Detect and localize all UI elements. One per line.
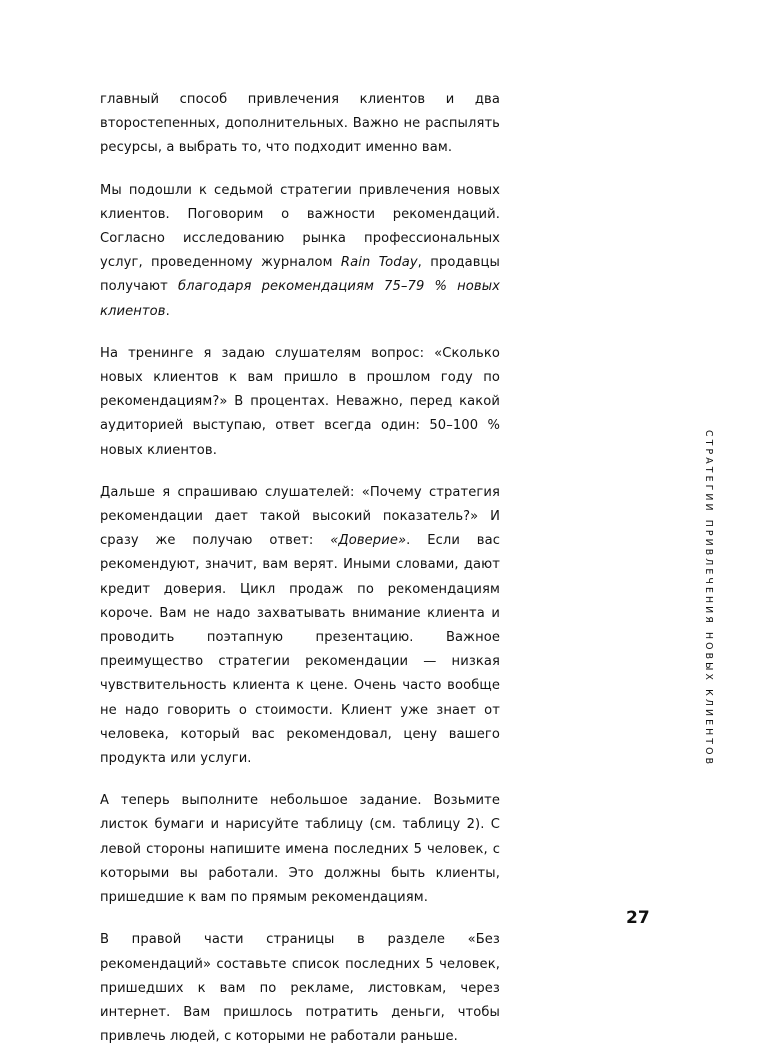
running-head-label: СТРАТЕГИИ ПРИВЛЕЧЕНИЯ НОВЫХ КЛИЕНТОВ — [703, 430, 714, 768]
paragraph-4: Дальше я спрашиваю слушателей: «Почему стратегия рекомендации дает такой высокий показатель?» И сразу же получаю ответ: «Доверие». Если вас рекомендуют, значит, вам верят. Иными словами, дают кредит доверия. Цикл продаж по рекомендациям короче. Вам не надо захватывать внимание клиента и проводить поэтапную презентацию. Важное преимущество стратегии рекомендации — низкая чувствительность клиента к цене. Очень часто вообще не надо говорить о стоимости. Клиент уже знает от человека, который вас рекомендовал, цену вашего продукта или услуги. — [100, 484, 500, 767]
paragraph-3: На тренинге я задаю слушателям вопрос: «Сколько новых клиентов к вам пришло в прошлом году по рекомендациям?» В процентах. Неважно, перед какой аудиторией выступаю, ответ всегда один: 50–100 % новых клиентов. — [100, 345, 500, 458]
paragraph-5: А теперь выполните небольшое задание. Возьмите листок бумаги и нарисуйте таблицу (см. таблицу 2). С левой стороны напишите имена последних 5 человек, с которыми вы работали. Это должны быть клиенты, пришедшие к вам по прямым рекомендациям. — [100, 793, 500, 906]
paragraph-1: главный способ привлечения клиентов и два второстепенных, дополнительных. Важно не распылять ресурсы, а выбрать то, что подходит именно вам. — [100, 92, 500, 156]
paragraph-2: Мы подошли к седьмой стратегии привлечения новых клиентов. Поговорим о важности рекомендаций. Согласно исследованию рынка профессиональных услуг, проведенному журналом Rain Today, продавцы получают благодаря рекомендациям 75–79 % новых клиентов. — [100, 182, 500, 319]
page-number: 27 — [626, 908, 650, 928]
running-head — [696, 430, 720, 900]
paragraph-6: В правой части страницы в разделе «Без рекомендаций» составьте список последних 5 человек, пришедших к вам по рекламе, листовкам, через интернет. Вам пришлось потратить деньги, чтобы привлечь людей, с которыми не работали раньше. — [100, 932, 500, 1045]
body-text-column — [100, 88, 500, 1049]
